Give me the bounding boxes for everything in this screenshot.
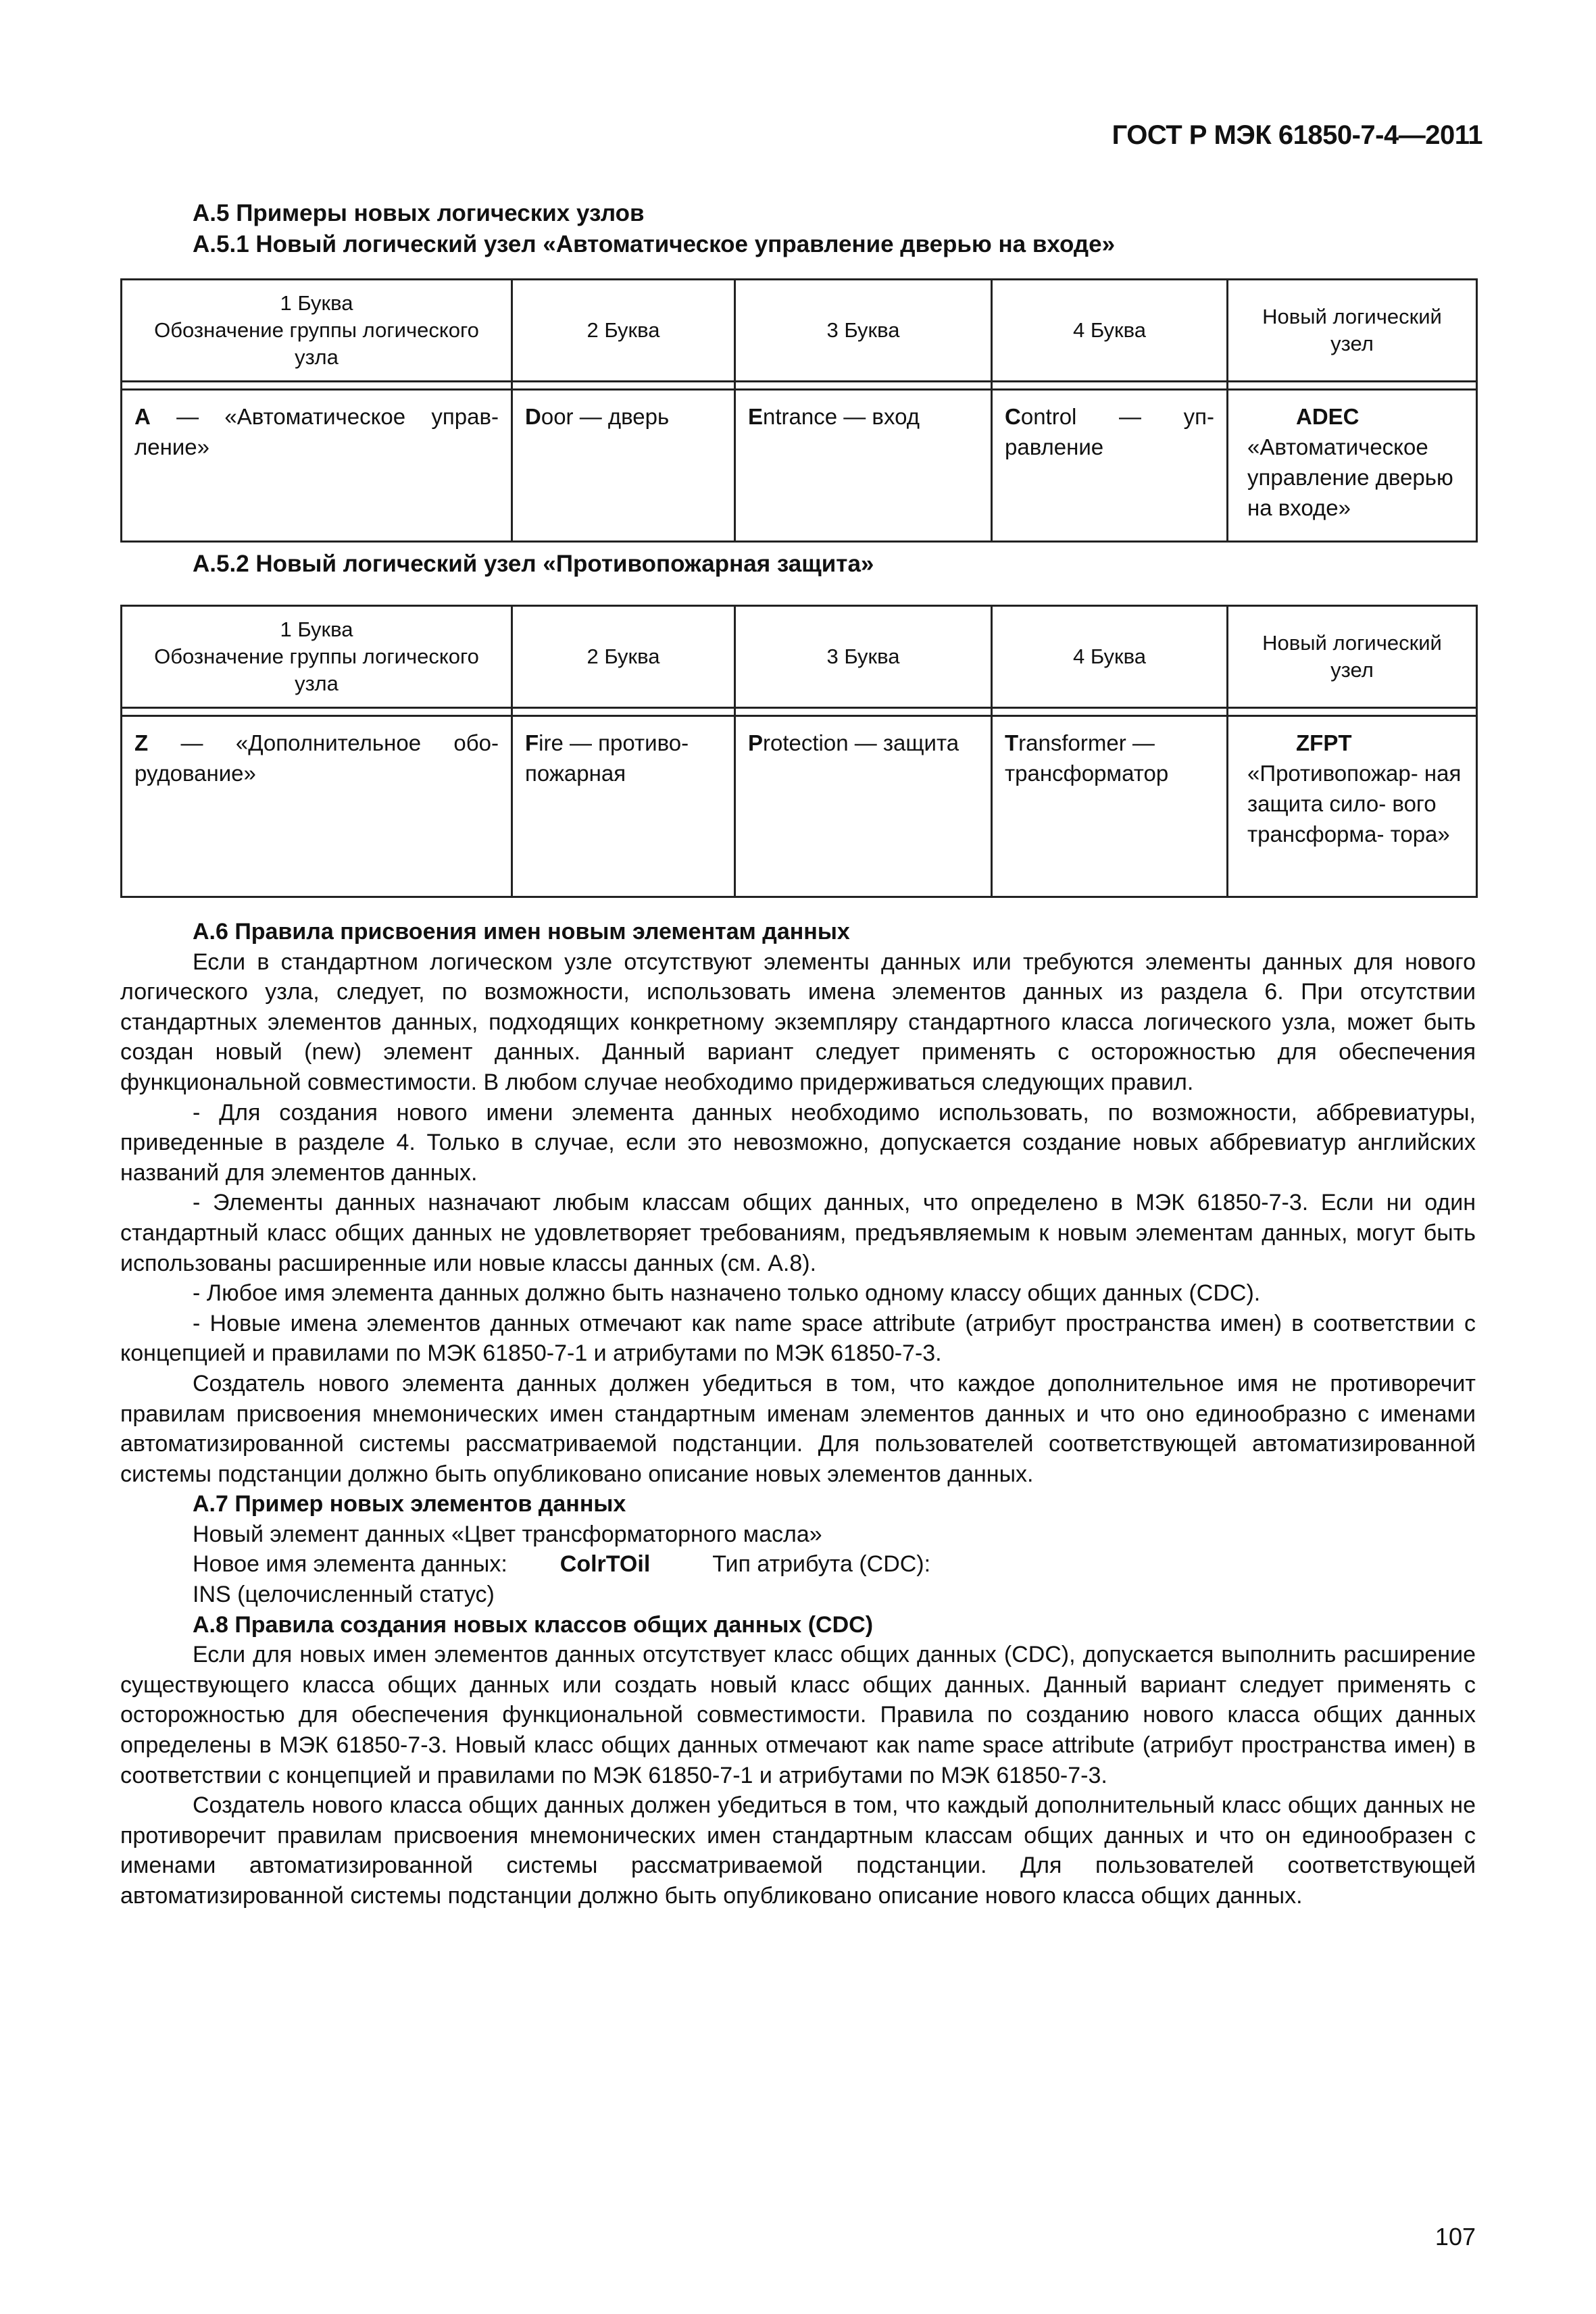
section-a52-title: А.5.2 Новый логический узел «Противопожарная защита» (193, 551, 874, 577)
logical-node-table-adec (120, 278, 1478, 543)
paragraph: Создатель нового класса общих данных должен убедиться в том, что каждый дополнительный класс общих данных не противоречит правилам присвоения мнемонических имен стандартным классам общих данных и что он единообразен с именами автоматизированной системы рассматриваемой подстанции. Для пользователей соответствующей автоматизированной системы подстанции должно быть опубликовано описание нового класса общих данных. (120, 1792, 1476, 1909)
section-a8-title: А.8 Правила создания новых классов общих данных (CDC) (193, 1611, 874, 1638)
header-letter-4: 4 Буква (992, 606, 1228, 708)
header-letter-3: 3 Буква (735, 280, 992, 382)
example-line: Новый элемент данных «Цвет трансформаторного масла» (193, 1521, 822, 1547)
node-code: ZFPT (1296, 730, 1352, 755)
letter-meaning: ontrol — уп- равление (1005, 404, 1214, 459)
letter-code: А (134, 404, 151, 429)
letter-code: C (1005, 404, 1021, 429)
letter-meaning: ire — противо- пожарная (525, 730, 689, 786)
table-separator (122, 382, 1477, 390)
header-letter-2: 2 Буква (512, 606, 735, 708)
cell-new-node (1228, 716, 1477, 897)
table-header-row (122, 280, 1477, 382)
letter-code: Z (134, 730, 149, 755)
header-new-node: Новый логический узел (1228, 280, 1477, 382)
letter-meaning: ntrance — вход (763, 404, 920, 429)
body-text (120, 917, 1476, 1911)
cell-letter-1 (122, 390, 512, 542)
header-letter-1: 1 Буква Обозначение группы логического узла (122, 280, 512, 382)
name-label: Новое имя элемента данных: (193, 1551, 507, 1578)
example-name-row (120, 1549, 1476, 1580)
name-value: ColrTOil (559, 1551, 651, 1578)
cell-letter-3 (735, 390, 992, 542)
table-row (122, 390, 1477, 542)
node-description: «Противопожар- ная защита сило- вого трансформа- тора» (1247, 761, 1462, 847)
header-letter-2: 2 Буква (512, 280, 735, 382)
cell-letter-3 (735, 716, 992, 897)
table-separator (122, 708, 1477, 716)
header-letter-1: 1 Буква Обозначение группы логического узла (122, 606, 512, 708)
letter-code: E (748, 404, 764, 429)
paragraph: Если в стандартном логическом узле отсутствуют элементы данных или требуются элементы данных для нового логического узла, следует, по возможности, использовать имена элементов данных из раздела 6. При отсутствии стандартных элементов данных, подходящих конкретному экземпляру стандартного класса логического узла, может быть создан новый (new) элемент данных. Данный вариант следует применять с осторожностью для обеспечения функциональной совместимости. В любом случае необходимо придерживаться следующих правил. (120, 949, 1476, 1095)
table-header-row (122, 606, 1477, 708)
list-item: - Элементы данных назначают любым классам общих данных, что определено в МЭК 61850-7-3. Если ни один стандартный класс общих данных не удовлетворяет требованиям, предъявляемым к новым элементам данных, могут быть использованы расширенные или новые классы данных (см. А.8). (120, 1190, 1476, 1276)
cell-letter-1 (122, 716, 512, 897)
standard-header: ГОСТ Р МЭК 61850-7-4—2011 (1112, 120, 1482, 150)
list-item: - Новые имена элементов данных отмечают как name space attribute (атрибут пространства имен) в соответствии с концепцией и правилами по МЭК 61850-7-1 и атрибутами по МЭК 61850-7-3. (120, 1310, 1476, 1367)
section-a51-title: А.5.1 Новый логический узел «Автоматическое управление дверью на входе» (193, 231, 1116, 257)
list-item: - Для создания нового имени элемента данных необходимо использовать, по возможности, аббревиатуры, приведенные в разделе 4. Только в случае, если это невозможно, допускается создание новых аббревиатур английских названий для элементов данных. (120, 1099, 1476, 1186)
section-a5-title: А.5 Примеры новых логических узлов (193, 200, 645, 226)
letter-code: P (748, 730, 764, 755)
letter-meaning: oor — дверь (541, 404, 670, 429)
list-item: - Любое имя элемента данных должно быть назначено только одному классу общих данных (CDC). (193, 1280, 1261, 1307)
section-a6-title: А.6 Правила присвоения имен новым элементам данных (193, 919, 850, 945)
paragraph: Если для новых имен элементов данных отсутствует класс общих данных (CDC), допускается выполнить расширение существующего класса общих данных или создать новый класс общих данных. Данный вариант следует применять с осторожностью для обеспечения функциональной совместимости. Правила по созданию нового класса общих данных определены в МЭК 61850-7-3. Новый класс общих данных отмечают как name space attribute (атрибут пространства имен) в соответствии с концепцией и правилами по МЭК 61850-7-1 и атрибутами по МЭК 61850-7-3. (120, 1642, 1476, 1788)
node-description: «Автоматическое управление дверью на входе» (1247, 434, 1453, 520)
cell-letter-4 (992, 390, 1228, 542)
example-line: INS (целочисленный статус) (193, 1582, 495, 1608)
cell-new-node (1228, 390, 1477, 542)
letter-meaning: rotection — защита (763, 730, 959, 755)
node-code: ADEC (1296, 404, 1360, 429)
cell-letter-4 (992, 716, 1228, 897)
letter-code: T (1005, 730, 1019, 755)
letter-code: D (525, 404, 541, 429)
header-new-node: Новый логический узел (1228, 606, 1477, 708)
letter-code: F (525, 730, 539, 755)
table-row (122, 716, 1477, 897)
header-letter-4: 4 Буква (992, 280, 1228, 382)
header-letter-3: 3 Буква (735, 606, 992, 708)
cell-letter-2 (512, 716, 735, 897)
cell-letter-2 (512, 390, 735, 542)
logical-node-table-zfpt (120, 605, 1478, 898)
section-a7-title: А.7 Пример новых элементов данных (193, 1491, 626, 1517)
type-label: Тип атрибута (CDC): (712, 1551, 931, 1578)
letter-meaning: — «Автоматическое управ- ление» (134, 404, 499, 459)
letter-meaning: ransformer — трансформатор (1005, 730, 1169, 786)
page-number: 107 (1435, 2223, 1476, 2250)
letter-meaning: — «Дополнительное обо- рудование» (134, 730, 499, 786)
paragraph: Создатель нового элемента данных должен убедиться в том, что каждое дополнительное имя не противоречит правилам присвоения мнемонических имен стандартным именам элементов данных и что оно единообразно с именами автоматизированной системы рассматриваемой подстанции. Для пользователей соответствующей автоматизированной системы подстанции должно быть опубликовано описание новых элементов данных. (120, 1370, 1476, 1487)
